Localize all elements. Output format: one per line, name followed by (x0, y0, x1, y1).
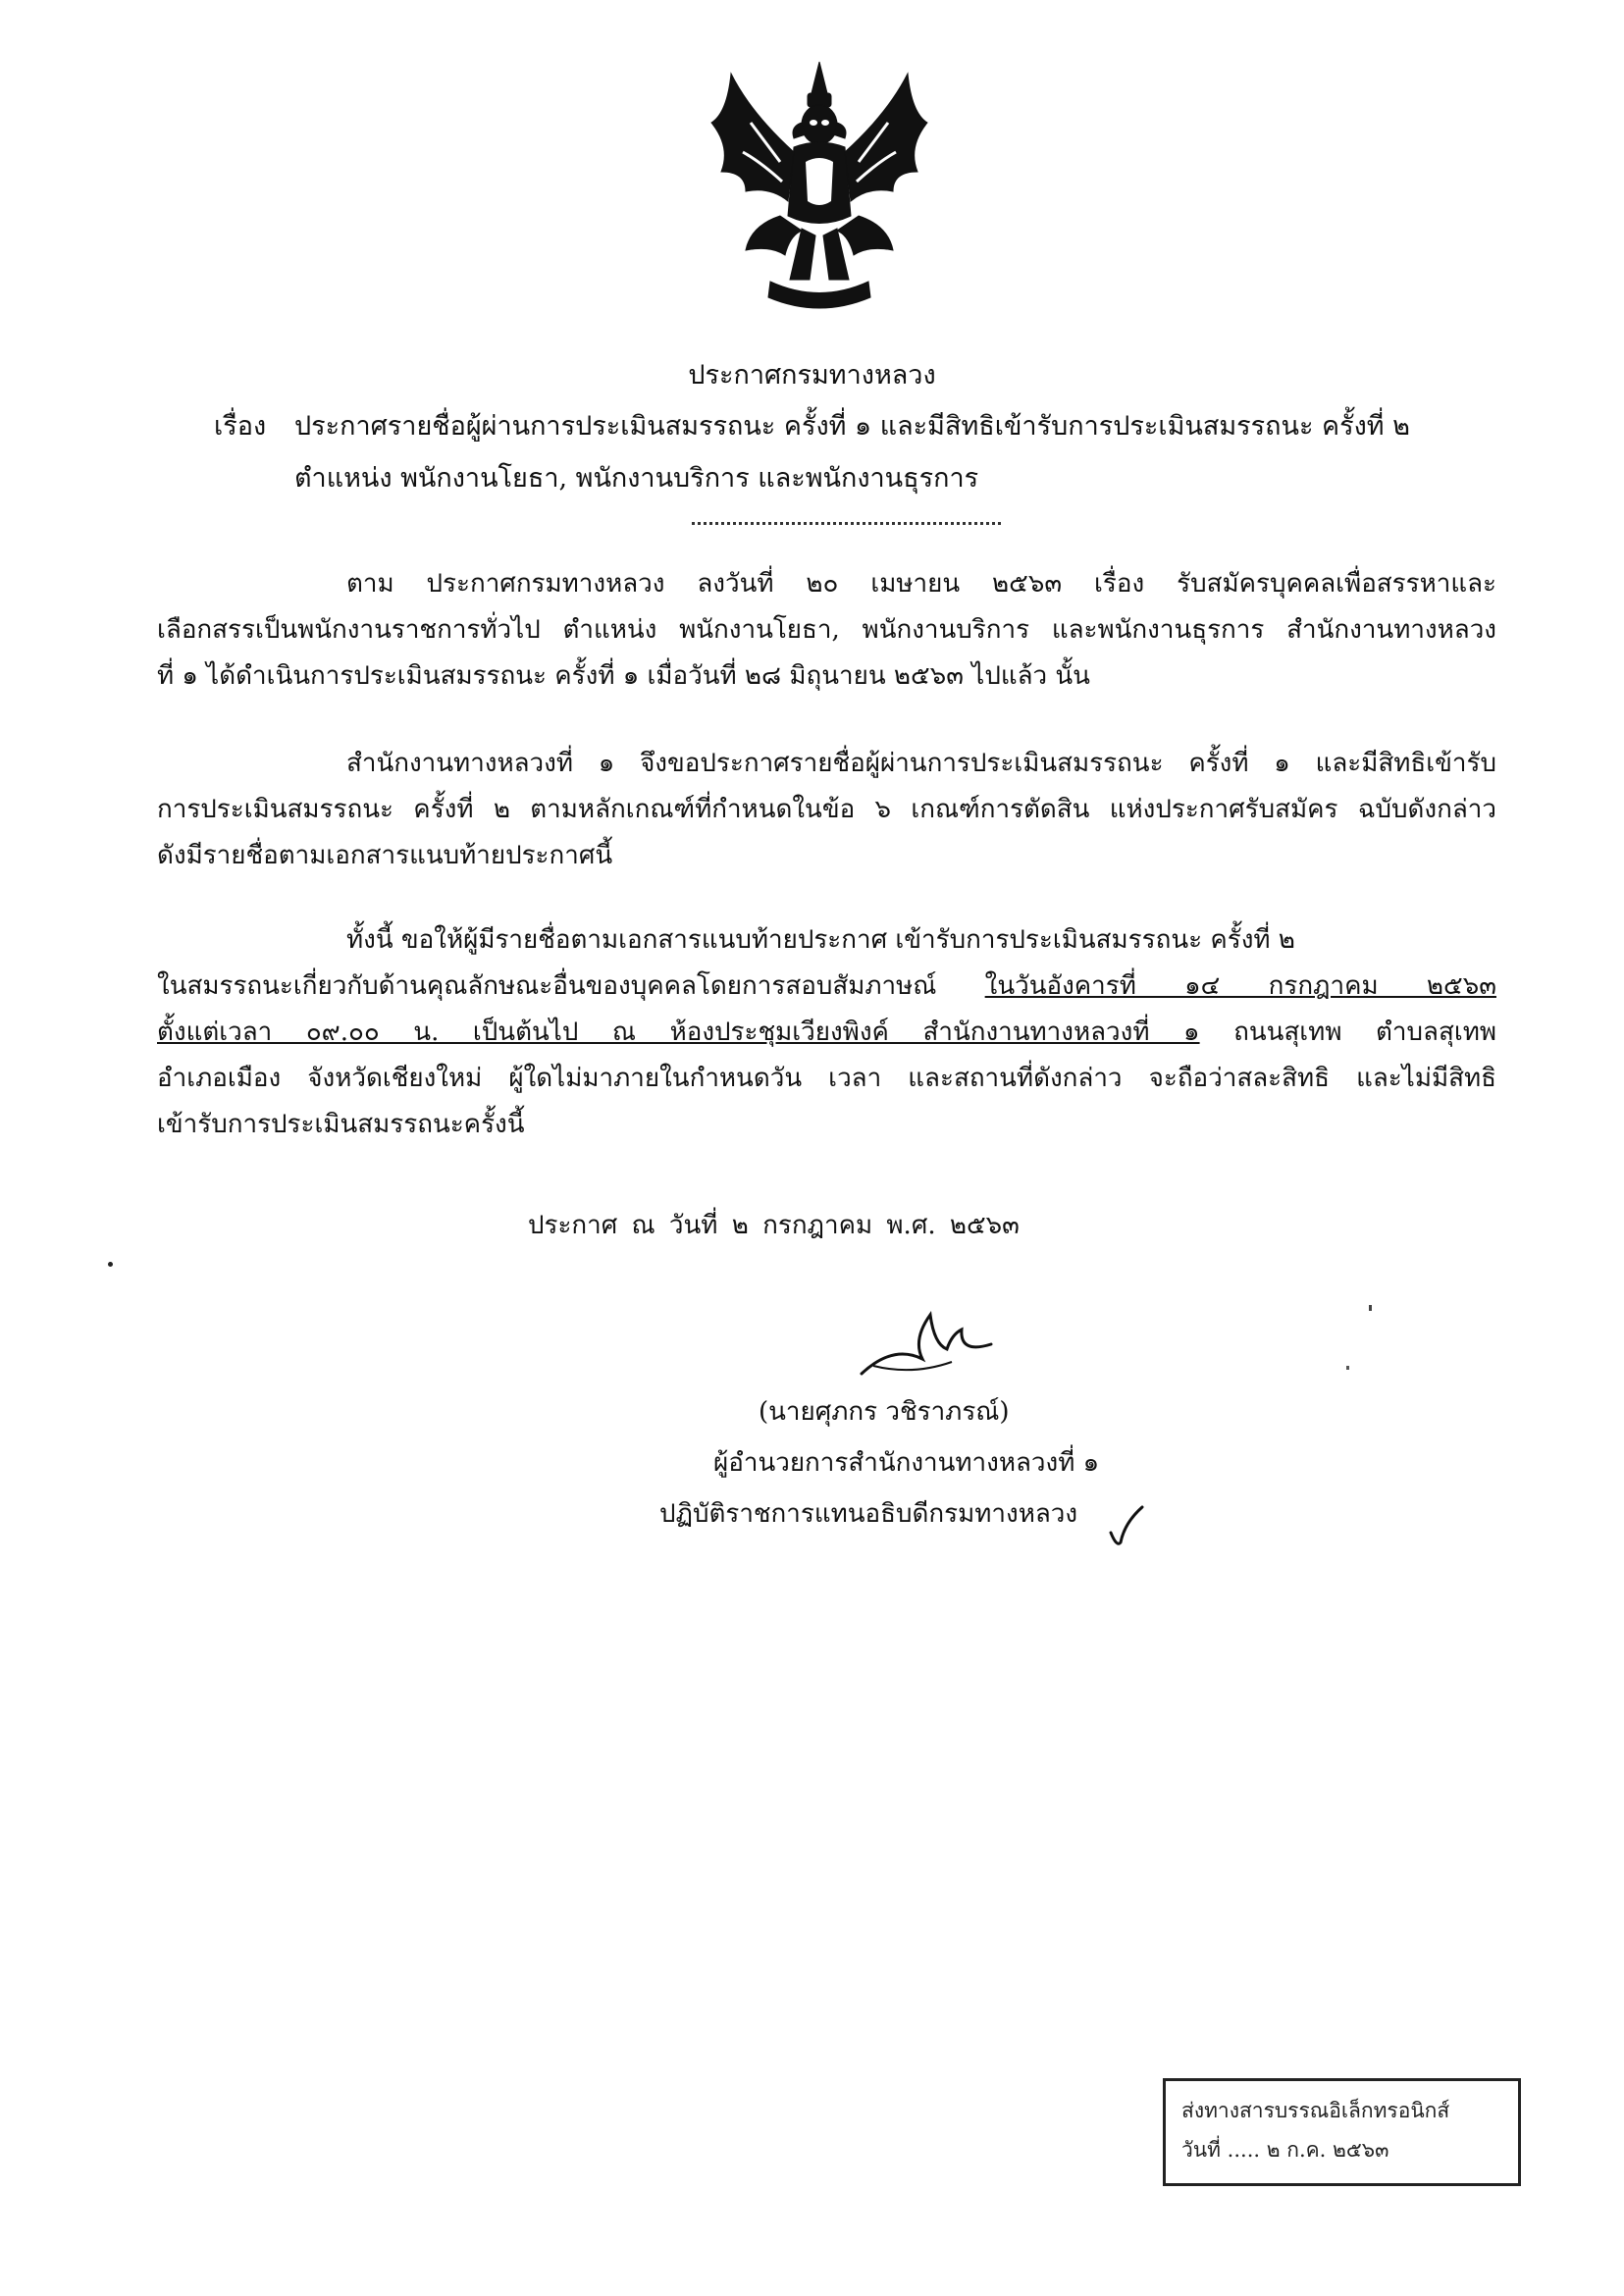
scan-speck (1369, 1305, 1372, 1311)
paragraph-3-line-1: ทั้งนี้ ขอให้ผู้มีรายชื่อตามเอกสารแนบท้ายประกาศ เข้ารับการประเมินสมรรถนะ ครั้งที่ ๒ (346, 925, 1295, 955)
initials-check-icon (1107, 1503, 1146, 1552)
paragraph-3-line-2 (157, 964, 1496, 1010)
dotted-divider (692, 522, 1001, 525)
paragraph-2-line-3: ดังมีรายชื่อตามเอกสารแนบท้ายประกาศนี้ (157, 841, 613, 870)
paragraph-2 (157, 741, 1496, 879)
paragraph-3-line-2-text: ในสมรรถนะเกี่ยวกับด้านคุณลักษณะอื่นของบุคคลโดยการสอบสัมภาษณ์ (157, 971, 937, 1001)
paragraph-3-line-5: เข้ารับการประเมินสมรรถนะครั้งนี้ (157, 1110, 525, 1139)
subject-line-1: ประกาศรายชื่อผู้ผ่านการประเมินสมรรถนะ ครั้งที่ ๑ และมีสิทธิเข้ารับการประเมินสมรรถนะ ครั้งที่ ๒ (294, 411, 1410, 442)
paragraph-1-line-1: ตาม ประกาศกรมทางหลวง ลงวันที่ ๒๐ เมษายน ๒๕๖๓ เรื่อง รับสมัครบุคคลเพื่อสรรหาและ (346, 569, 1496, 599)
subject-label: เรื่อง (214, 411, 267, 442)
paragraph-1 (157, 561, 1496, 700)
interview-date: ในวันอังคารที่ ๑๔ กรกฎาคม ๒๕๖๓ (984, 971, 1496, 1001)
paragraph-1-line-2: เลือกสรรเป็นพนักงานราชการทั่วไป ตำแหน่ง พนักงานโยธา, พนักงานบริการ และพนักงานธุรการ สำนักงานทางหลวง (157, 615, 1496, 645)
paragraph-2-line-2: การประเมินสมรรถนะ ครั้งที่ ๒ ตามหลักเกณฑ์ที่กำหนดในข้อ ๖ เกณฑ์การตัดสิน แห่งประกาศรับสมัคร ฉบับดังกล่าว (157, 795, 1496, 824)
scan-speck (108, 1262, 113, 1267)
signatory-acting-position: ปฏิบัติราชการแทนอธิบดีกรมทางหลวง (659, 1499, 1078, 1529)
garuda-emblem-icon (692, 54, 947, 324)
e-correspondence-stamp (1163, 2078, 1521, 2186)
scan-speck (1346, 1366, 1349, 1370)
paragraph-3-line-4: อำเภอเมือง จังหวัดเชียงใหม่ ผู้ใดไม่มาภายในกำหนดวัน เวลา และสถานที่ดังกล่าว จะถือว่าสละสิทธิ และไม่มีสิทธิ (157, 1064, 1496, 1093)
interview-time-place: ตั้งแต่เวลา ๐๙.๐๐ น. เป็นต้นไป ณ ห้องประชุมเวียงพิงค์ สำนักงานทางหลวงที่ ๑ (157, 1018, 1200, 1047)
handwritten-signature-icon (854, 1305, 1001, 1383)
document-title: ประกาศกรมทางหลวง (688, 360, 936, 391)
subject-line-2: ตำแหน่ง พนักงานโยธา, พนักงานบริการ และพนักงานธุรการ (294, 463, 979, 494)
announcement-date: ประกาศ ณ วันที่ ๒ กรกฎาคม พ.ศ. ๒๕๖๓ (528, 1211, 1020, 1240)
paragraph-1-line-3: ที่ ๑ ได้ดำเนินการประเมินสมรรถนะ ครั้งที่ ๑ เมื่อวันที่ ๒๘ มิถุนายน ๒๕๖๓ ไปแล้ว นั้น (157, 661, 1090, 691)
paragraph-3 (157, 917, 1496, 1148)
paragraph-3-line-3 (157, 1010, 1496, 1056)
signatory-name: (นายศุภกร วชิราภรณ์) (759, 1397, 1010, 1427)
paragraph-3-line-3-text: ถนนสุเทพ ตำบลสุเทพ (1233, 1018, 1496, 1047)
stamp-line-2: วันที่ ..... ๒ ก.ค. ๒๕๖๓ (1181, 2138, 1389, 2162)
stamp-line-1: ส่งทางสารบรรณอิเล็กทรอนิกส์ (1181, 2099, 1450, 2122)
paragraph-2-line-1: สำนักงานทางหลวงที่ ๑ จึงขอประกาศรายชื่อผู้ผ่านการประเมินสมรรถนะ ครั้งที่ ๑ และมีสิทธิเข้ารับ (346, 749, 1496, 778)
signatory-position: ผู้อำนวยการสำนักงานทางหลวงที่ ๑ (713, 1448, 1100, 1478)
